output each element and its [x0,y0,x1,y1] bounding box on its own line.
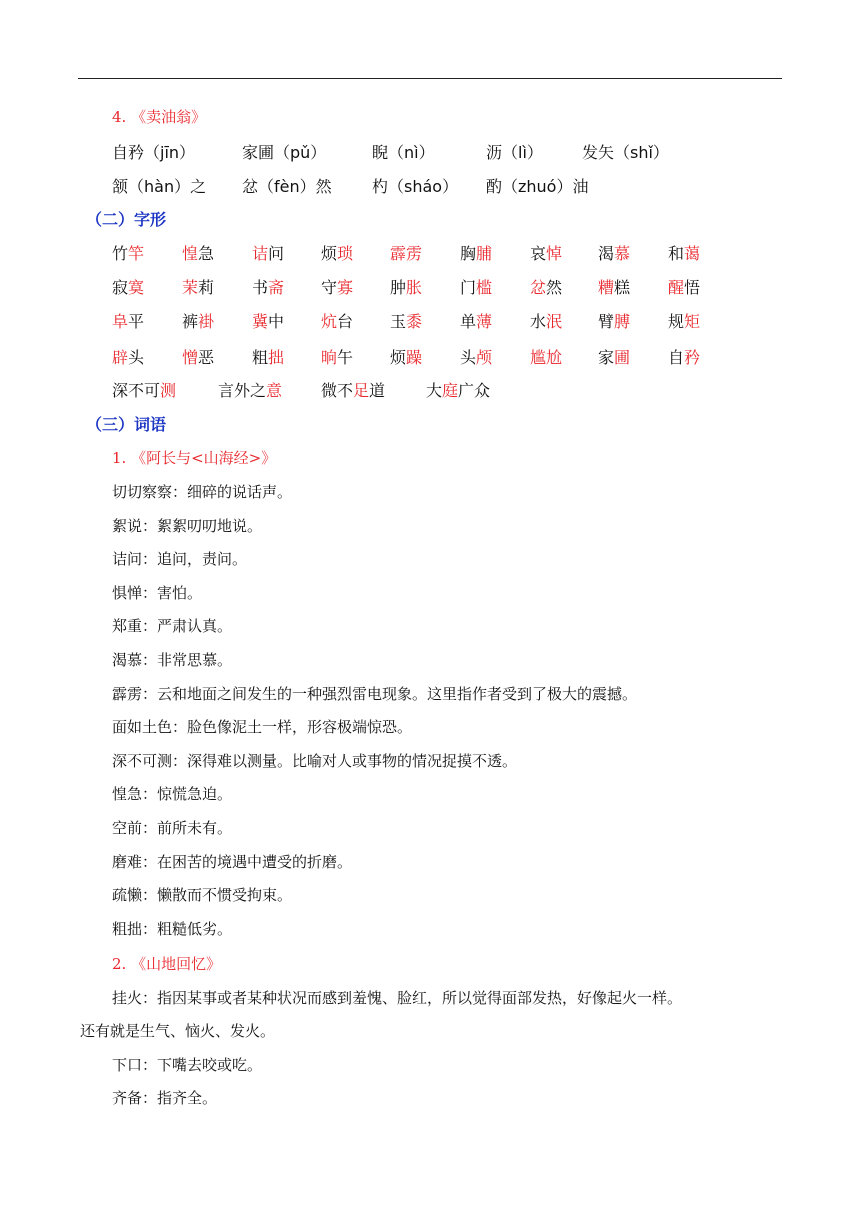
char-word [112,275,144,298]
char-word [598,309,630,332]
char-part: 拙 [268,348,285,367]
definition-line: 下口：下嘴去咬或吃。 [112,1056,263,1074]
char-part: 渴 [598,244,615,263]
char-part: 尴尬 [530,348,563,367]
sub1-heading: 1. 《阿长与<山海经>》 [112,449,277,467]
definition-line-continued: 还有就是生气、恼火、发火。 [80,1022,276,1040]
char-word [321,241,353,264]
pinyin-item: 酌（zhuó）油 [486,177,589,196]
char-word [252,275,284,298]
char-word [460,309,492,332]
char-part: 褂 [198,312,215,331]
char-word [182,275,214,298]
zixing-heading: （二）字形 [86,210,167,229]
char-word [321,309,353,332]
char-word [321,275,353,298]
char-word [182,309,214,332]
char-part: 醒 [668,278,685,297]
char-word [598,241,630,264]
char-word [460,275,492,298]
pinyin-item: 发矢（shǐ） [582,143,669,162]
char-part: 水 [530,312,547,331]
char-part: 头 [128,348,145,367]
char-part: 竹 [112,244,129,263]
char-part: 炕 [321,312,338,331]
char-part: 竿 [128,244,145,263]
char-part: 烦 [321,244,338,263]
char-part: 躁 [406,348,423,367]
char-part: 台 [337,312,354,331]
char-part: 午 [337,348,354,367]
char-part: 矩 [684,312,701,331]
char-part: 莉 [198,278,215,297]
definition-line: 深不可测：深得难以测量。比喻对人或事物的情况捉摸不透。 [112,751,518,770]
char-part: 辟 [112,348,129,367]
char-part: 薄 [476,312,493,331]
idiom-part: 微不 [321,381,354,400]
char-part: 肿 [390,278,407,297]
definition-line: 齐备：指齐全。 [112,1089,218,1107]
char-word [112,241,144,264]
sub2-heading: 2. 《山地回忆》 [112,955,222,973]
char-part: 慕 [614,244,631,263]
idiom-part: 庭 [442,381,459,400]
definition-line: 磨难：在困苦的境遇中遭受的折磨。 [112,852,353,871]
idiom [218,378,282,401]
idiom [112,378,176,401]
definition-line: 面如土色：脸色像泥土一样，形容极端惊恐。 [112,718,413,737]
char-part: 寂 [112,278,129,297]
char-part: 和 [668,244,685,263]
char-part: 规 [668,312,685,331]
char-part: 胀 [406,278,423,297]
char-part: 粗 [252,348,269,367]
char-part: 矜 [684,348,701,367]
char-part: 玉 [390,312,407,331]
char-word [598,275,630,298]
definition-line: 诘问：追问，责问。 [112,550,248,569]
char-word [112,345,144,368]
pinyin-row-2 [0,174,860,204]
definition-line: 霹雳：云和地面之间发生的一种强烈雷电现象。这里指作者受到了极大的震撼。 [112,684,638,703]
char-word [460,241,492,264]
char-part: 守 [321,278,338,297]
char-word [182,241,214,264]
definition-line: 挂火：指因某事或者某种状况而感到羞愧、脸红，所以觉得面部发热，好像起火一样。 [112,989,683,1007]
char-part: 憎 [182,348,199,367]
char-part: 脯 [476,244,493,263]
char-part: 茉 [182,278,199,297]
char-word [598,345,630,368]
char-part: 黍 [406,312,423,331]
char-part: 蔼 [684,244,701,263]
char-word [321,345,353,368]
definition-line: 疏懒：懒散而不惯受拘束。 [112,886,293,905]
definition-line: 渴慕：非常思慕。 [112,651,233,669]
char-part: 忿 [530,278,547,297]
char-word [112,309,144,332]
char-part: 琐 [337,244,354,263]
idioms-row [0,378,860,408]
char-part: 书 [252,278,269,297]
char-row [0,309,860,339]
header-rule [78,78,782,79]
char-part: 阜 [112,312,129,331]
pinyin-item: 沥（lì） [486,143,543,162]
idiom-part: 深不可 [112,381,161,400]
char-word [530,241,562,264]
char-word [390,275,422,298]
char-row [0,345,860,375]
pinyin-item: 自矜（jīn） [112,143,196,162]
char-row [0,275,860,305]
char-part: 圃 [614,348,631,367]
char-part: 门 [460,278,477,297]
char-word [182,345,214,368]
char-part: 自 [668,348,685,367]
pinyin-item: 颔（hàn）之 [112,177,207,196]
idiom [321,378,385,401]
definition-line: 空前：前所未有。 [112,819,233,837]
char-part: 诘 [252,244,269,263]
char-part: 糟 [598,278,615,297]
ciyu-heading: （三）词语 [86,415,167,434]
char-part: 中 [268,312,285,331]
char-part: 头 [460,348,477,367]
idiom-part: 大 [426,381,443,400]
char-word [460,345,492,368]
char-part: 裤 [182,312,199,331]
char-part: 颅 [476,348,493,367]
char-part: 冀 [252,312,269,331]
section4-heading-row [0,106,860,136]
definition-line: 郑重：严肃认真。 [112,617,233,636]
char-word [668,241,700,264]
char-part: 然 [546,278,563,297]
definition-line: 惧惮：害怕。 [112,583,203,602]
char-part: 臂 [598,312,615,331]
idiom-part: 意 [266,381,283,400]
char-word [252,345,284,368]
ciyu-heading-row [0,412,860,442]
char-part: 槛 [476,278,493,297]
char-part: 惶 [182,244,199,263]
pinyin-item: 杓（sháo） [372,177,459,196]
char-part: 寡 [337,278,354,297]
definition-line: 絮说：絮絮叨叨地说。 [112,516,263,535]
char-part: 悼 [546,244,563,263]
idiom [426,378,490,401]
char-part: 膊 [614,312,631,331]
char-part: 晌 [321,348,338,367]
definition-line: 切切察察：细碎的说话声。 [112,483,293,501]
idiom-part: 道 [369,381,386,400]
char-word [390,241,422,264]
char-part: 烦 [390,348,407,367]
char-part: 寞 [128,278,145,297]
char-part: 泯 [546,312,563,331]
definition-line: 惶急：惊慌急迫。 [112,785,233,804]
char-part: 急 [198,244,215,263]
char-word [252,241,284,264]
char-part: 单 [460,312,477,331]
pinyin-item: 睨（nì） [372,143,435,162]
char-word [668,345,700,368]
section4-heading: 4. 《卖油翁》 [112,108,207,126]
char-word [668,275,700,298]
pinyin-item: 家圃（pǔ） [242,143,327,162]
pinyin-row-1 [0,140,860,170]
char-part: 哀 [530,244,547,263]
char-word [390,309,422,332]
char-word [252,309,284,332]
idiom-part: 足 [353,381,370,400]
char-word [390,345,422,368]
idiom-part: 测 [160,381,177,400]
char-part: 胸 [460,244,477,263]
char-part: 问 [268,244,285,263]
char-word [530,309,562,332]
char-part: 平 [128,312,145,331]
definition-line: 粗拙：粗糙低劣。 [112,919,233,938]
char-word [530,275,562,298]
char-word [668,309,700,332]
char-part: 家 [598,348,615,367]
zixing-heading-row [0,207,860,237]
char-part: 斋 [268,278,285,297]
char-part: 霹雳 [390,244,423,263]
idiom-part: 广众 [458,381,491,400]
pinyin-item: 忿（fèn）然 [242,177,332,196]
char-part: 恶 [198,348,215,367]
char-part: 悟 [684,278,701,297]
char-word [530,345,562,368]
idiom-part: 言外之 [218,381,267,400]
char-part: 糕 [614,278,631,297]
char-row [0,241,860,271]
